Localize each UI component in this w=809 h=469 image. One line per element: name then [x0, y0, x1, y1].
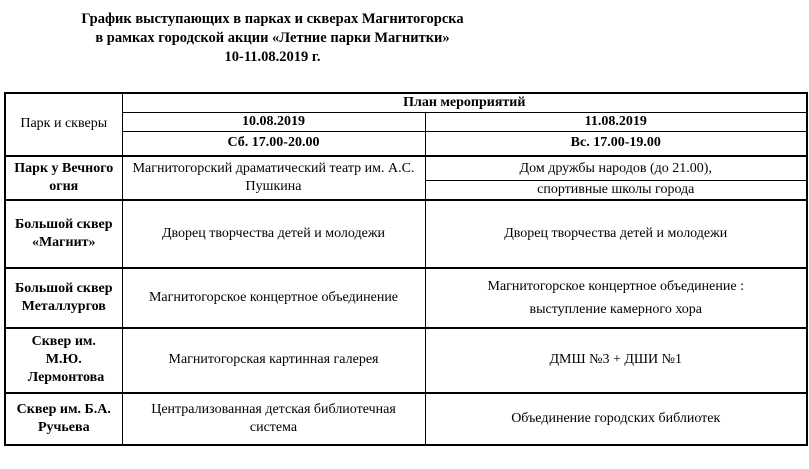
day1-time-cell: Сб. 17.00-20.00 — [122, 132, 425, 156]
table-row — [5, 328, 807, 393]
title-line-1: График выступающих в парках и скверах Магнитогорска — [81, 11, 464, 27]
schedule-table — [4, 92, 808, 446]
park-name-text: Сквер им. М.Ю. Лермонтова — [27, 334, 105, 385]
park-name-cell: Большой сквер Металлургов — [5, 268, 122, 328]
day2-event-cell: Объединение городских библиотек — [425, 393, 807, 445]
day1-event-cell — [122, 393, 425, 445]
day1-event-cell: Магнитогорская картинная галерея — [122, 328, 425, 393]
day1-event-cell: Дворец творчества детей и молодежи — [122, 200, 425, 268]
day2-event-cell — [425, 156, 807, 200]
plan-header-cell: План мероприятий — [122, 93, 807, 113]
day2-date-cell: 11.08.2019 — [425, 113, 807, 132]
title-line-3: 10-11.08.2019 г. — [224, 49, 321, 65]
day1-event-text: Централизованная детская библиотечная система — [151, 401, 396, 435]
header-row-dates — [5, 113, 807, 132]
day2-event-line-top: Дом дружбы народов (до 21.00), — [426, 157, 807, 181]
table-row — [5, 156, 807, 200]
day2-event-text: Магнитогорское концертное объединение : выступление камерного хора — [487, 278, 744, 317]
day1-date-cell: 10.08.2019 — [122, 113, 425, 132]
day2-time-cell: Вс. 17.00-19.00 — [425, 132, 807, 156]
header-row-plan — [5, 93, 807, 113]
day2-event-cell: Дворец творчества детей и молодежи — [425, 200, 807, 268]
day2-event-line-bottom: спортивные школы города — [537, 181, 695, 197]
park-name-cell — [5, 328, 122, 393]
park-name-cell: Сквер им. Б.А. Ручьева — [5, 393, 122, 445]
day2-event-cell: ДМШ №3 + ДШИ №1 — [425, 328, 807, 393]
document-title — [0, 10, 545, 67]
table-row — [5, 200, 807, 268]
day1-event-cell: Магнитогорский драматический театр им. А.С. Пушкина — [122, 156, 425, 200]
park-name-cell: Большой сквер «Магнит» — [5, 200, 122, 268]
header-row-times — [5, 132, 807, 156]
day1-event-cell: Магнитогорское концертное объединение — [122, 268, 425, 328]
title-line-2: в рамках городской акции «Летние парки Магнитки» — [95, 30, 450, 46]
park-name-cell: Парк у Вечного огня — [5, 156, 122, 200]
table-row — [5, 268, 807, 328]
park-header-cell: Парк и скверы — [5, 93, 122, 156]
day2-event-cell — [425, 268, 807, 328]
table-row — [5, 393, 807, 445]
